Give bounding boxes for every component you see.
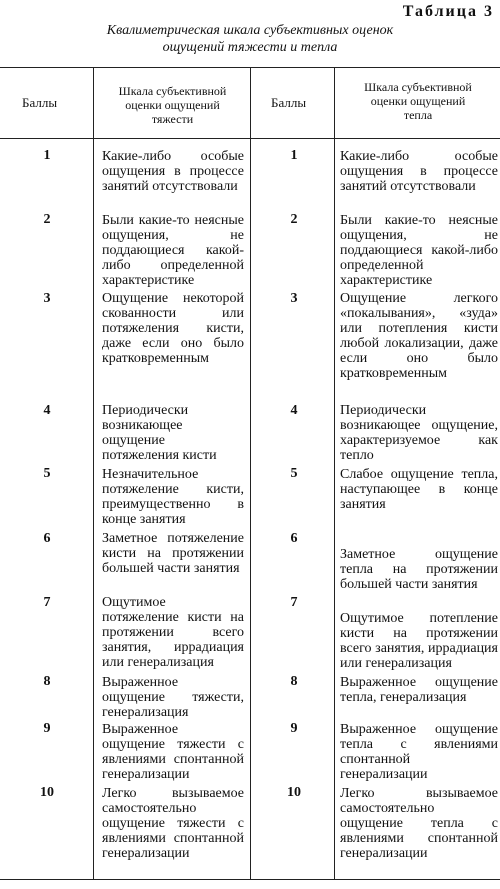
row-3-heaviness-text: Ощущение некоторой скованности или потяжеления кисти, даже если оно было кратковременным — [102, 291, 244, 366]
header-heavy-line-2: оценки ощущений — [125, 98, 220, 112]
row-2-score-right: 2 — [290, 212, 298, 227]
row-4-heaviness-text: Периодически возникающее ощущение потяжеления кисти — [102, 403, 217, 463]
table-caption — [60, 22, 440, 56]
row-1-score-right: 1 — [290, 148, 298, 163]
row-5-warmth-text: Слабое ощущение тепла, наступающее в конце занятия — [340, 467, 498, 512]
header-score-2: Баллы — [271, 95, 307, 110]
header-warm-line-3: тепла — [403, 108, 433, 122]
row-9-heaviness-text: Выраженное ощущение тяжести с явлениями спонтанной генерализации — [102, 722, 244, 782]
row-3-warmth-text: Ощущение легкого «покалывания», «зуда» или потепления кисти любой локализации, даже если оно было кратковременным — [340, 291, 498, 381]
row-8-warmth-text: Выраженное ощущение тепла, генерализация — [340, 675, 498, 705]
row-7-score-right: 7 — [290, 595, 298, 610]
row-2-score-left: 2 — [43, 212, 51, 227]
row-8-heaviness-text: Выраженное ощущение тяжести, генерализация — [102, 675, 244, 720]
column-divider-1 — [93, 67, 94, 879]
row-4-score-left: 4 — [43, 403, 51, 418]
row-2-heaviness-text: Были какие-то неясные ощущения, не поддающиеся какой-либо определенной характеристике — [102, 213, 244, 288]
table-bottom-rule — [0, 879, 500, 880]
row-7-score-left: 7 — [43, 595, 51, 610]
row-8-score-right: 8 — [290, 674, 298, 689]
row-6-warmth-text: Заметное ощущение тепла на протяжении большей части занятия — [340, 547, 498, 592]
row-4-warmth-text: Периодически возникающее ощущение, характеризуемое как тепло — [340, 403, 498, 463]
column-divider-2 — [250, 67, 251, 879]
row-3-score-right: 3 — [290, 291, 298, 306]
row-5-score-left: 5 — [43, 466, 51, 481]
row-1-heaviness-text: Какие-либо особые ощущения в процессе занятий отсутствовали — [102, 149, 244, 194]
row-3-score-left: 3 — [43, 291, 51, 306]
row-2-warmth-text: Были какие-то неясные ощущения, не поддающиеся какой-либо определенной характеристике — [340, 213, 498, 288]
header-score-1: Баллы — [22, 95, 58, 110]
row-7-warmth-text: Ощутимое потепление кисти на протяжении всего занятия, иррадиация или генерализация — [340, 611, 498, 671]
row-6-score-right: 6 — [290, 531, 298, 546]
row-4-score-right: 4 — [290, 403, 298, 418]
row-10-heaviness-text: Легко вызываемое самостоятельно ощущение тяжести с явлениями спонтанной генерализации — [102, 786, 244, 861]
column-divider-3 — [334, 67, 335, 879]
header-heavy-line-3: тяжести — [151, 112, 194, 126]
row-9-score-right: 9 — [290, 721, 298, 736]
row-10-warmth-text: Легко вызываемое самостоятельно ощущение тепла с явлениями спонтанной генерализации — [340, 786, 498, 861]
header-heavy-line-1: Шкала субъективной — [118, 84, 227, 98]
row-5-heaviness-text: Незначительное потяжеление кисти, преимущественно в конце занятия — [102, 467, 244, 527]
header-warm-line-2: оценки ощущений — [370, 94, 466, 108]
row-5-score-right: 5 — [290, 466, 298, 481]
table-label: Таблица 3 — [402, 3, 494, 20]
row-9-score-left: 9 — [43, 721, 51, 736]
row-8-score-left: 8 — [43, 674, 51, 689]
row-1-score-left: 1 — [43, 148, 51, 163]
header-heavy-scale — [95, 84, 250, 126]
header-warm-scale — [336, 80, 500, 122]
caption-line-1: Квалиметрическая шкала субъективных оценок — [106, 23, 394, 38]
header-warm-line-1: Шкала субъективной — [364, 80, 472, 94]
row-6-score-left: 6 — [43, 531, 51, 546]
row-10-score-left: 10 — [40, 785, 54, 800]
row-7-heaviness-text: Ощутимое потяжеление кисти на протяжении всего занятия, иррадиация или генерализация — [102, 595, 244, 670]
row-1-warmth-text: Какие-либо особые ощущения в процессе занятий отсутствовали — [340, 149, 498, 194]
caption-line-2: ощущений тяжести и тепла — [162, 40, 338, 55]
row-9-warmth-text: Выраженное ощущение тепла с явлениями спонтанной генерализации — [340, 722, 498, 782]
row-10-score-right: 10 — [287, 785, 301, 800]
row-6-heaviness-text: Заметное потяжеление кисти на протяжении большей части занятия — [102, 531, 244, 576]
